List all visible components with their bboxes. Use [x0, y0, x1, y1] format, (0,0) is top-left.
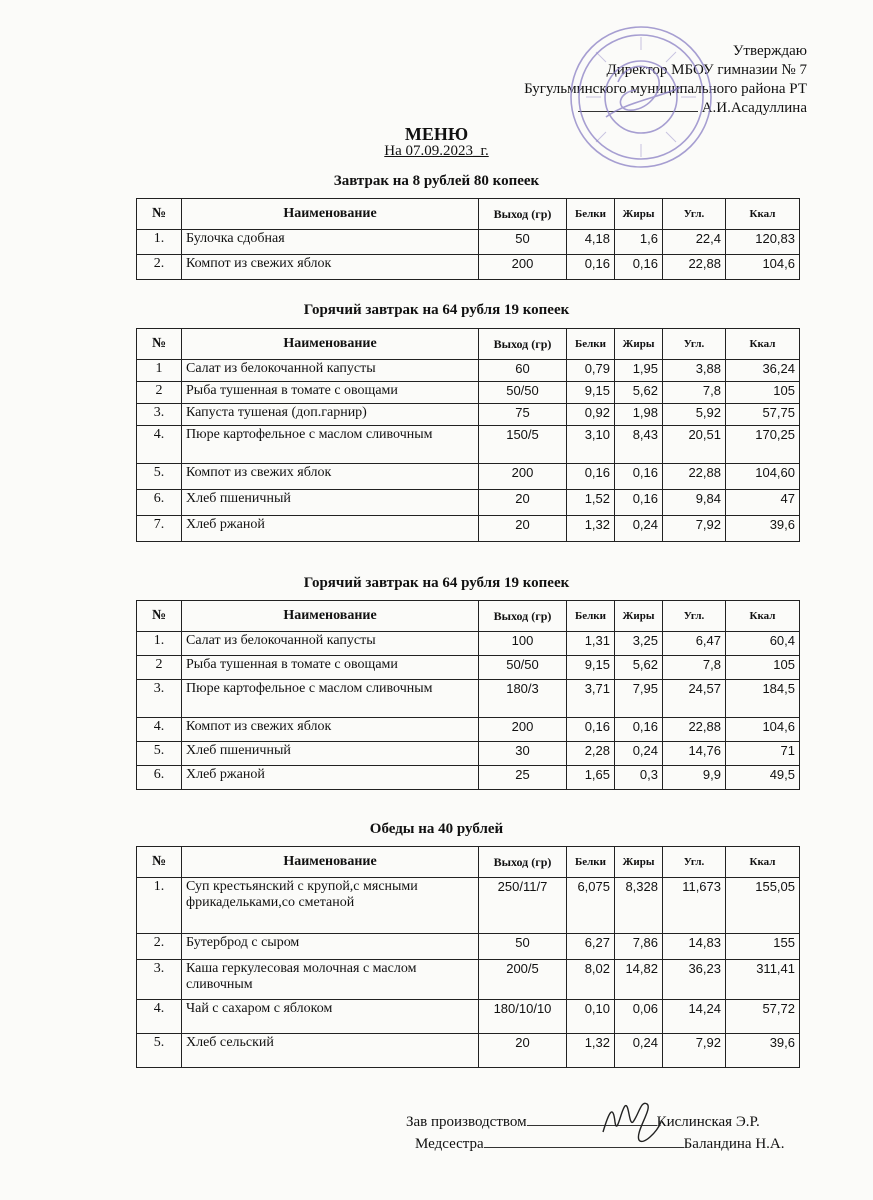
cell-kcal: 155 [726, 934, 800, 960]
nurse-name: Баландина Н.А. [683, 1136, 785, 1152]
cell-carbs: 7,8 [663, 656, 726, 680]
cell-carbs: 22,4 [663, 230, 726, 255]
col-carbs: Угл. [663, 847, 726, 878]
cell-kcal: 47 [726, 490, 800, 516]
cell-output: 30 [479, 742, 567, 766]
cell-protein: 3,71 [567, 680, 615, 718]
col-protein: Белки [567, 329, 615, 360]
cell-fat: 0,24 [615, 516, 663, 542]
cell-name: Булочка сдобная [182, 230, 479, 255]
cell-protein: 1,32 [567, 516, 615, 542]
cell-num: 4. [137, 718, 182, 742]
cell-protein: 9,15 [567, 656, 615, 680]
cell-name: Салат из белокочанной капусты [182, 360, 479, 382]
table-row [137, 1000, 800, 1034]
cell-fat: 0,16 [615, 255, 663, 280]
cell-protein: 1,31 [567, 632, 615, 656]
col-name: Наименование [182, 329, 479, 360]
cell-num: 2. [137, 934, 182, 960]
cell-fat: 5,62 [615, 382, 663, 404]
table-row [137, 878, 800, 934]
cell-kcal: 120,83 [726, 230, 800, 255]
cell-carbs: 3,88 [663, 360, 726, 382]
cell-protein: 4,18 [567, 230, 615, 255]
table-row [137, 934, 800, 960]
col-num: № [137, 199, 182, 230]
cell-carbs: 9,84 [663, 490, 726, 516]
cell-protein: 1,52 [567, 490, 615, 516]
cell-protein: 1,65 [567, 766, 615, 790]
col-fat: Жиры [615, 199, 663, 230]
menu-table-breakfast [136, 198, 800, 280]
cell-output: 50/50 [479, 382, 567, 404]
table-row [137, 656, 800, 680]
cell-carbs: 5,92 [663, 404, 726, 426]
cell-name: Компот из свежих яблок [182, 255, 479, 280]
cell-fat: 7,95 [615, 680, 663, 718]
col-protein: Белки [567, 847, 615, 878]
section-title-lunch: Обеды на 40 рублей [369, 821, 504, 837]
col-num: № [137, 329, 182, 360]
cell-num: 5. [137, 464, 182, 490]
cell-name: Суп крестьянский с крупой,с мясными фрикадельками,со сметаной [182, 878, 479, 934]
cell-fat: 14,82 [615, 960, 663, 1000]
cell-name: Хлеб ржаной [182, 766, 479, 790]
table-row [137, 1034, 800, 1068]
cell-protein: 9,15 [567, 382, 615, 404]
cell-kcal: 170,25 [726, 426, 800, 464]
cell-name: Рыба тушенная в томате с овощами [182, 382, 479, 404]
cell-output: 60 [479, 360, 567, 382]
cell-fat: 0,24 [615, 742, 663, 766]
table-row [137, 426, 800, 464]
cell-carbs: 14,83 [663, 934, 726, 960]
cell-name: Компот из свежих яблок [182, 718, 479, 742]
table-header [137, 199, 800, 230]
cell-kcal: 104,60 [726, 464, 800, 490]
cell-output: 200/5 [479, 960, 567, 1000]
table-row [137, 360, 800, 382]
cell-num: 6. [137, 766, 182, 790]
cell-carbs: 6,47 [663, 632, 726, 656]
table-row [137, 766, 800, 790]
cell-protein: 0,16 [567, 718, 615, 742]
table-row [137, 464, 800, 490]
cell-protein: 1,32 [567, 1034, 615, 1068]
cell-kcal: 39,6 [726, 516, 800, 542]
cell-carbs: 22,88 [663, 464, 726, 490]
cell-fat: 8,43 [615, 426, 663, 464]
col-kcal: Ккал [726, 199, 800, 230]
cell-name: Хлеб сельский [182, 1034, 479, 1068]
cell-carbs: 9,9 [663, 766, 726, 790]
cell-name: Компот из свежих яблок [182, 464, 479, 490]
cell-fat: 0,3 [615, 766, 663, 790]
cell-kcal: 311,41 [726, 960, 800, 1000]
cell-name: Салат из белокочанной капусты [182, 632, 479, 656]
cell-num: 1 [137, 360, 182, 382]
col-name: Наименование [182, 847, 479, 878]
cell-fat: 0,16 [615, 718, 663, 742]
cell-num: 6. [137, 490, 182, 516]
cell-carbs: 7,92 [663, 1034, 726, 1068]
cell-fat: 1,6 [615, 230, 663, 255]
cell-fat: 0,24 [615, 1034, 663, 1068]
cell-num: 7. [137, 516, 182, 542]
cell-output: 200 [479, 255, 567, 280]
cell-protein: 0,10 [567, 1000, 615, 1034]
cell-name: Рыба тушенная в томате с овощами [182, 656, 479, 680]
col-kcal: Ккал [726, 329, 800, 360]
table-header [137, 601, 800, 632]
cell-protein: 0,79 [567, 360, 615, 382]
col-protein: Белки [567, 601, 615, 632]
table-row [137, 382, 800, 404]
cell-fat: 5,62 [615, 656, 663, 680]
cell-output: 180/10/10 [479, 1000, 567, 1034]
cell-carbs: 7,92 [663, 516, 726, 542]
cell-kcal: 57,75 [726, 404, 800, 426]
cell-output: 75 [479, 404, 567, 426]
col-output: Выход (гр) [479, 601, 567, 632]
cell-num: 1. [137, 230, 182, 255]
cell-name: Чай с сахаром с яблоком [182, 1000, 479, 1034]
cell-protein: 0,16 [567, 464, 615, 490]
cell-carbs: 24,57 [663, 680, 726, 718]
cell-kcal: 104,6 [726, 718, 800, 742]
cell-kcal: 39,6 [726, 1034, 800, 1068]
col-num: № [137, 601, 182, 632]
cell-output: 20 [479, 1034, 567, 1068]
table-row [137, 680, 800, 718]
nurse-label: Медсестра [415, 1136, 484, 1152]
cell-kcal: 49,5 [726, 766, 800, 790]
col-kcal: Ккал [726, 601, 800, 632]
col-fat: Жиры [615, 601, 663, 632]
section-title-breakfast: Завтрак на 8 рублей 80 копеек [333, 173, 540, 189]
cell-num: 2. [137, 255, 182, 280]
col-name: Наименование [182, 601, 479, 632]
cell-num: 4. [137, 426, 182, 464]
cell-name: Бутерброд с сыром [182, 934, 479, 960]
cell-carbs: 14,76 [663, 742, 726, 766]
production-name: Кислинская Э.Р. [656, 1114, 760, 1130]
cell-carbs: 22,88 [663, 255, 726, 280]
cell-fat: 1,98 [615, 404, 663, 426]
col-num: № [137, 847, 182, 878]
approval-title: Утверждаю [732, 43, 807, 59]
cell-output: 25 [479, 766, 567, 790]
cell-carbs: 36,23 [663, 960, 726, 1000]
col-name: Наименование [182, 199, 479, 230]
table-row [137, 255, 800, 280]
table-row [137, 632, 800, 656]
cell-num: 2 [137, 382, 182, 404]
cell-protein: 8,02 [567, 960, 615, 1000]
section-title-hot-breakfast-2: Горячий завтрак на 64 рубля 19 копеек [303, 575, 570, 591]
col-carbs: Угл. [663, 601, 726, 632]
cell-fat: 1,95 [615, 360, 663, 382]
cell-kcal: 184,5 [726, 680, 800, 718]
cell-output: 50 [479, 230, 567, 255]
col-fat: Жиры [615, 329, 663, 360]
approval-position: Директор МБОУ гимназии № 7 [606, 62, 807, 78]
table-row [137, 718, 800, 742]
cell-output: 100 [479, 632, 567, 656]
cell-output: 20 [479, 516, 567, 542]
cell-kcal: 36,24 [726, 360, 800, 382]
production-label: Зав производством [406, 1114, 527, 1130]
cell-output: 150/5 [479, 426, 567, 464]
col-output: Выход (гр) [479, 329, 567, 360]
cell-name: Пюре картофельное с маслом сливочным [182, 680, 479, 718]
cell-kcal: 155,05 [726, 878, 800, 934]
cell-protein: 6,27 [567, 934, 615, 960]
col-protein: Белки [567, 199, 615, 230]
table-header [137, 329, 800, 360]
cell-kcal: 57,72 [726, 1000, 800, 1034]
cell-output: 200 [479, 464, 567, 490]
cell-num: 1. [137, 632, 182, 656]
cell-kcal: 105 [726, 382, 800, 404]
menu-date: На 07.09.2023_г. [384, 143, 489, 159]
cell-protein: 0,92 [567, 404, 615, 426]
cell-protein: 6,075 [567, 878, 615, 934]
table-row [137, 230, 800, 255]
cell-name: Пюре картофельное с маслом сливочным [182, 426, 479, 464]
cell-output: 50 [479, 934, 567, 960]
cell-carbs: 22,88 [663, 718, 726, 742]
col-output: Выход (гр) [479, 847, 567, 878]
table-row [137, 960, 800, 1000]
cell-kcal: 104,6 [726, 255, 800, 280]
cell-carbs: 11,673 [663, 878, 726, 934]
cell-num: 2 [137, 656, 182, 680]
approval-district: Бугульминского муниципального района РТ [524, 81, 807, 97]
handwritten-signature-icon [595, 1092, 665, 1152]
cell-num: 5. [137, 1034, 182, 1068]
table-row [137, 490, 800, 516]
cell-fat: 0,16 [615, 464, 663, 490]
table-header [137, 847, 800, 878]
cell-fat: 7,86 [615, 934, 663, 960]
cell-kcal: 105 [726, 656, 800, 680]
cell-output: 50/50 [479, 656, 567, 680]
cell-kcal: 60,4 [726, 632, 800, 656]
col-carbs: Угл. [663, 199, 726, 230]
cell-carbs: 20,51 [663, 426, 726, 464]
cell-num: 5. [137, 742, 182, 766]
cell-output: 180/3 [479, 680, 567, 718]
table-row [137, 516, 800, 542]
col-output: Выход (гр) [479, 199, 567, 230]
menu-table-lunch [136, 846, 800, 1068]
col-kcal: Ккал [726, 847, 800, 878]
cell-name: Хлеб ржаной [182, 516, 479, 542]
cell-num: 3. [137, 404, 182, 426]
cell-fat: 0,16 [615, 490, 663, 516]
cell-name: Каша геркулесовая молочная с маслом сливочным [182, 960, 479, 1000]
cell-carbs: 7,8 [663, 382, 726, 404]
signature-production [406, 1114, 760, 1131]
approval-name: А.И.Асадуллина [701, 100, 807, 116]
section-title-hot-breakfast-1: Горячий завтрак на 64 рубля 19 копеек [303, 302, 570, 318]
cell-protein: 2,28 [567, 742, 615, 766]
cell-carbs: 14,24 [663, 1000, 726, 1034]
cell-name: Хлеб пшеничный [182, 490, 479, 516]
table-row [137, 742, 800, 766]
menu-table-hot-breakfast-1 [136, 328, 800, 542]
col-fat: Жиры [615, 847, 663, 878]
cell-name: Хлеб пшеничный [182, 742, 479, 766]
cell-protein: 3,10 [567, 426, 615, 464]
cell-num: 1. [137, 878, 182, 934]
cell-fat: 3,25 [615, 632, 663, 656]
cell-num: 3. [137, 960, 182, 1000]
cell-fat: 8,328 [615, 878, 663, 934]
cell-output: 20 [479, 490, 567, 516]
cell-name: Капуста тушеная (доп.гарнир) [182, 404, 479, 426]
cell-output: 200 [479, 718, 567, 742]
cell-fat: 0,06 [615, 1000, 663, 1034]
cell-output: 250/11/7 [479, 878, 567, 934]
cell-num: 4. [137, 1000, 182, 1034]
table-row [137, 404, 800, 426]
col-carbs: Угл. [663, 329, 726, 360]
menu-table-hot-breakfast-2 [136, 600, 800, 790]
cell-protein: 0,16 [567, 255, 615, 280]
cell-num: 3. [137, 680, 182, 718]
page-title: МЕНЮ [404, 124, 469, 144]
cell-kcal: 71 [726, 742, 800, 766]
